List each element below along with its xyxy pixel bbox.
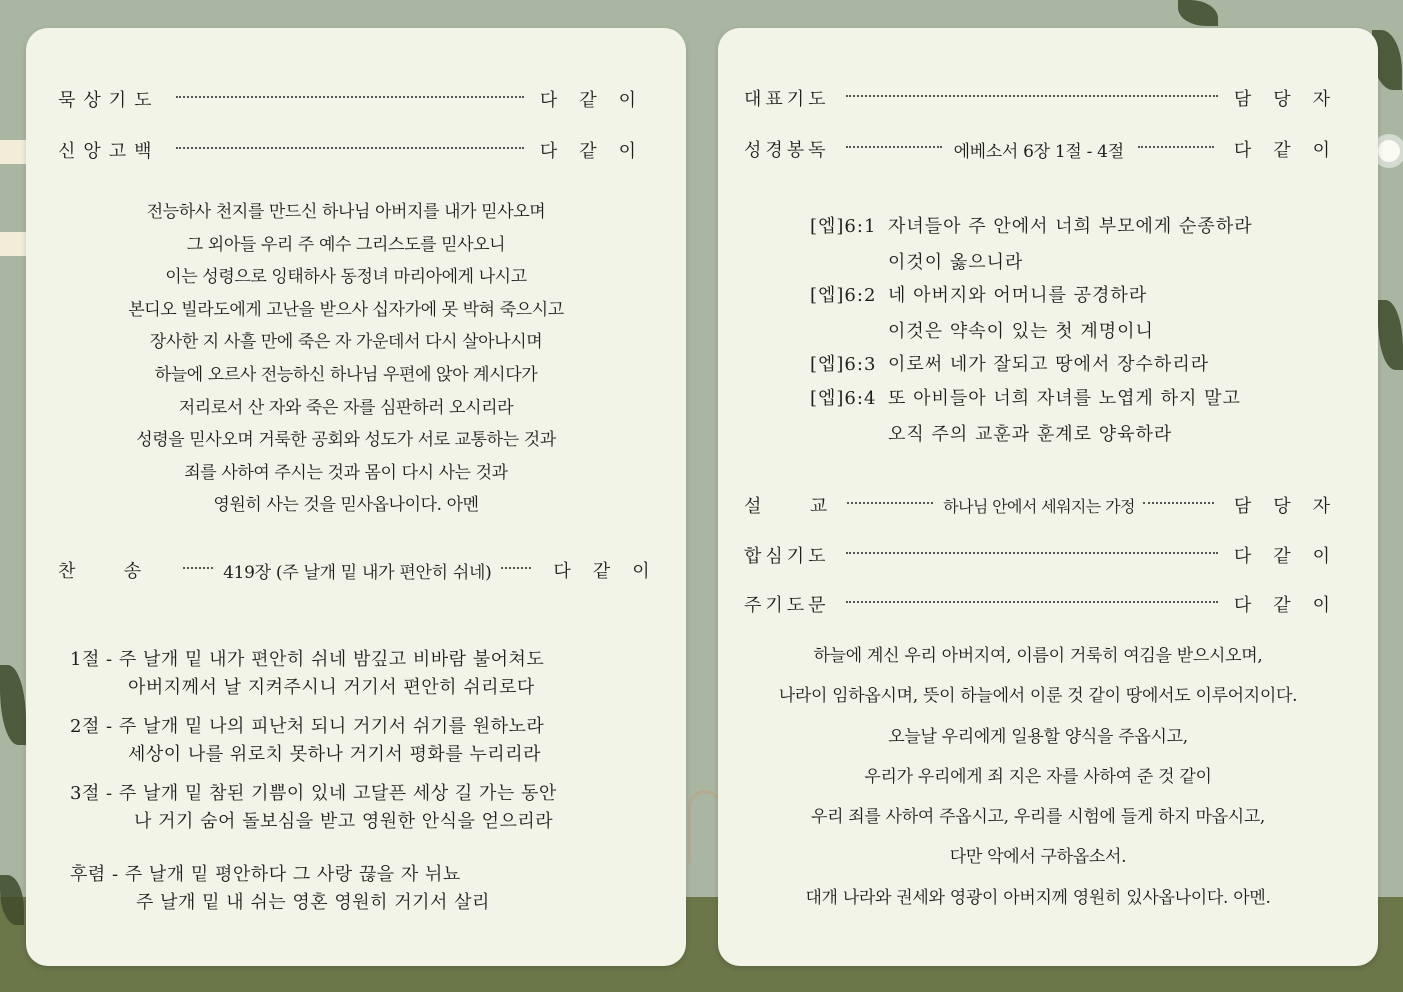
dotted-leader	[846, 146, 942, 148]
creed-line: 이는 성령으로 잉태하사 동정녀 마리아에게 나시고	[165, 267, 527, 288]
prayer-line: 하늘에 계신 우리 아버지여, 이름이 거룩히 여김을 받으시오며,	[813, 646, 1263, 666]
dotted-leader	[846, 552, 1218, 554]
bible-verse-2	[810, 281, 1154, 343]
flower-decoration	[1378, 140, 1400, 162]
verse-reference: [엡]6:2	[810, 285, 877, 306]
dotted-leader	[183, 567, 213, 569]
order-label: 신앙고백	[58, 141, 160, 162]
prayer-line: 나라이 임하옵시며, 뜻이 하늘에서 이룬 것 같이 땅에서도 이루어지이다.	[778, 686, 1298, 707]
prayer-line: 다만 악에서 구하옵소서.	[949, 847, 1127, 868]
creed-line: 그 외아들 우리 주 예수 그리스도를 믿사오니	[186, 234, 506, 255]
verse-text: 이로써 네가 잘되고 땅에서 장수하리라	[888, 354, 1210, 375]
left-panel	[26, 28, 686, 966]
leaf-decoration	[1178, 0, 1218, 26]
dotted-leader	[176, 96, 524, 98]
order-label: 찬 송	[58, 561, 144, 582]
order-leader: 다같이	[1233, 546, 1352, 567]
order-row-scripture-reading	[744, 136, 1352, 162]
dotted-leader	[501, 567, 531, 569]
verse-reference: [엡]6:1	[810, 216, 877, 237]
verse-text: 또 아비들아 너희 자녀를 노엽게 하지 말고	[888, 388, 1241, 409]
verse-text: 네 아버지와 어머니를 공경하라	[888, 285, 1148, 306]
hymn-verse-2	[70, 712, 544, 766]
prayer-line: 우리가 우리에게 죄 지은 자를 사하여 준 것 같이	[864, 766, 1212, 787]
prayer-line: 우리 죄를 사하여 주옵시고, 우리를 시험에 들게 하지 마옵시고,	[810, 807, 1266, 828]
order-label: 성경봉독	[744, 140, 830, 161]
order-row-hymn	[58, 557, 672, 583]
creed-line: 장사한 지 사흘 만에 죽은 자 가운데서 다시 살아나시며	[149, 332, 543, 353]
order-row-creed	[58, 137, 658, 163]
verse-line: 세상이 나를 위로치 못하나 거기서 평화를 누리리라	[128, 744, 541, 765]
apostles-creed	[46, 196, 646, 522]
right-panel	[718, 28, 1378, 966]
creed-line: 죄를 사하여 주시는 것과 몸이 다시 사는 것과	[184, 462, 508, 483]
bible-verse-4	[810, 384, 1241, 446]
hymn-verse-3	[70, 779, 557, 833]
leaf-decoration	[1378, 300, 1403, 370]
order-leader: 담당자	[1233, 89, 1352, 110]
dotted-leader	[176, 147, 524, 149]
order-leader: 다같이	[553, 561, 672, 582]
creed-line: 저리로서 산 자와 죽은 자를 심판하러 오시리라	[178, 397, 514, 418]
order-leader: 다같이	[539, 141, 658, 162]
order-label: 묵상기도	[58, 90, 160, 111]
wave-decoration	[688, 790, 722, 863]
creed-line: 하늘에 오르사 전능하신 하나님 우편에 앉아 계시다가	[154, 364, 538, 385]
dotted-leader	[846, 95, 1218, 97]
verse-reference: [엡]6:3	[810, 354, 877, 375]
hymn-verse-1	[70, 645, 544, 699]
verse-text: 이것은 약속이 있는 첫 계명이니	[888, 321, 1154, 342]
verse-line: 주 날개 밑 평안하다 그 사랑 끊을 자 뉘뇨	[124, 864, 461, 885]
creed-line: 전능하사 천지를 만드신 하나님 아버지를 내가 믿사오며	[146, 202, 546, 222]
prayer-line: 오늘날 우리에게 일용할 양식을 주옵시고,	[888, 726, 1188, 747]
dotted-leader	[846, 601, 1218, 603]
order-label: 주기도문	[744, 595, 830, 616]
creed-line: 영원히 사는 것을 믿사옵나이다. 아멘	[213, 495, 479, 516]
order-label: 합심기도	[744, 546, 830, 567]
verse-number: 3절 -	[70, 783, 119, 804]
order-row-unison-prayer	[744, 542, 1352, 568]
hymn-chorus	[70, 860, 490, 914]
verse-line: 주 날개 밑 참된 기쁨이 있네 고달픈 세상 길 가는 동안	[118, 783, 557, 804]
verse-number: 2절 -	[70, 716, 119, 737]
verse-line: 주 날개 밑 내가 편안히 쉬네 밤깊고 비바람 불어쳐도	[118, 649, 545, 670]
order-label: 설 교	[744, 496, 830, 517]
dotted-leader	[1143, 502, 1214, 504]
verse-reference: [엡]6:4	[810, 388, 877, 409]
verse-line: 아버지께서 날 지켜주시니 거기서 편안히 쉬리로다	[128, 677, 535, 698]
verse-line: 나 거기 숨어 돌보심을 받고 영원한 안식을 얻으리라	[134, 811, 554, 832]
bible-verse-3	[810, 350, 1209, 376]
verse-line: 주 날개 밑 내 쉬는 영혼 영원히 거기서 살리	[136, 892, 490, 913]
bible-verse-1	[810, 212, 1253, 274]
lords-prayer-text	[738, 636, 1338, 918]
sermon-title: 하나님 안에서 세워지는 가정	[943, 496, 1135, 516]
verse-text: 오직 주의 교훈과 훈계로 양육하라	[888, 424, 1173, 445]
verse-number: 1절 -	[70, 649, 119, 670]
order-label: 대표기도	[744, 89, 830, 110]
creed-line: 본디오 빌라도에게 고난을 받으사 십자가에 못 박혀 죽으시고	[128, 299, 564, 320]
leaf-decoration	[0, 665, 26, 745]
verse-text: 이것이 옳으니라	[888, 252, 1024, 273]
verse-line: 주 날개 밑 나의 피난처 되니 거기서 쉬기를 원하노라	[118, 716, 545, 737]
prayer-line: 대개 나라와 권세와 영광이 아버지께 영원히 있사옵나이다. 아멘.	[805, 887, 1271, 908]
order-row-sermon	[744, 492, 1352, 518]
order-row-meditation	[58, 86, 658, 112]
order-leader: 담당자	[1233, 496, 1352, 517]
order-leader: 다같이	[1233, 595, 1352, 616]
verse-number: 후렴 -	[70, 864, 125, 885]
dotted-leader	[847, 502, 933, 504]
hymn-title: 419장 (주 날개 밑 내가 편안히 쉬네)	[223, 562, 492, 583]
verse-text: 자녀들아 주 안에서 너희 부모에게 순종하라	[888, 216, 1253, 237]
order-leader: 다같이	[1233, 140, 1352, 161]
order-leader: 다같이	[539, 90, 658, 111]
dotted-leader	[1138, 146, 1214, 148]
scripture-passage: 에베소서 6장 1절 - 4절	[953, 141, 1124, 162]
order-row-representative-prayer	[744, 85, 1352, 111]
order-row-lords-prayer	[744, 591, 1352, 617]
creed-line: 성령을 믿사오며 거룩한 공회와 성도가 서로 교통하는 것과	[136, 430, 556, 451]
